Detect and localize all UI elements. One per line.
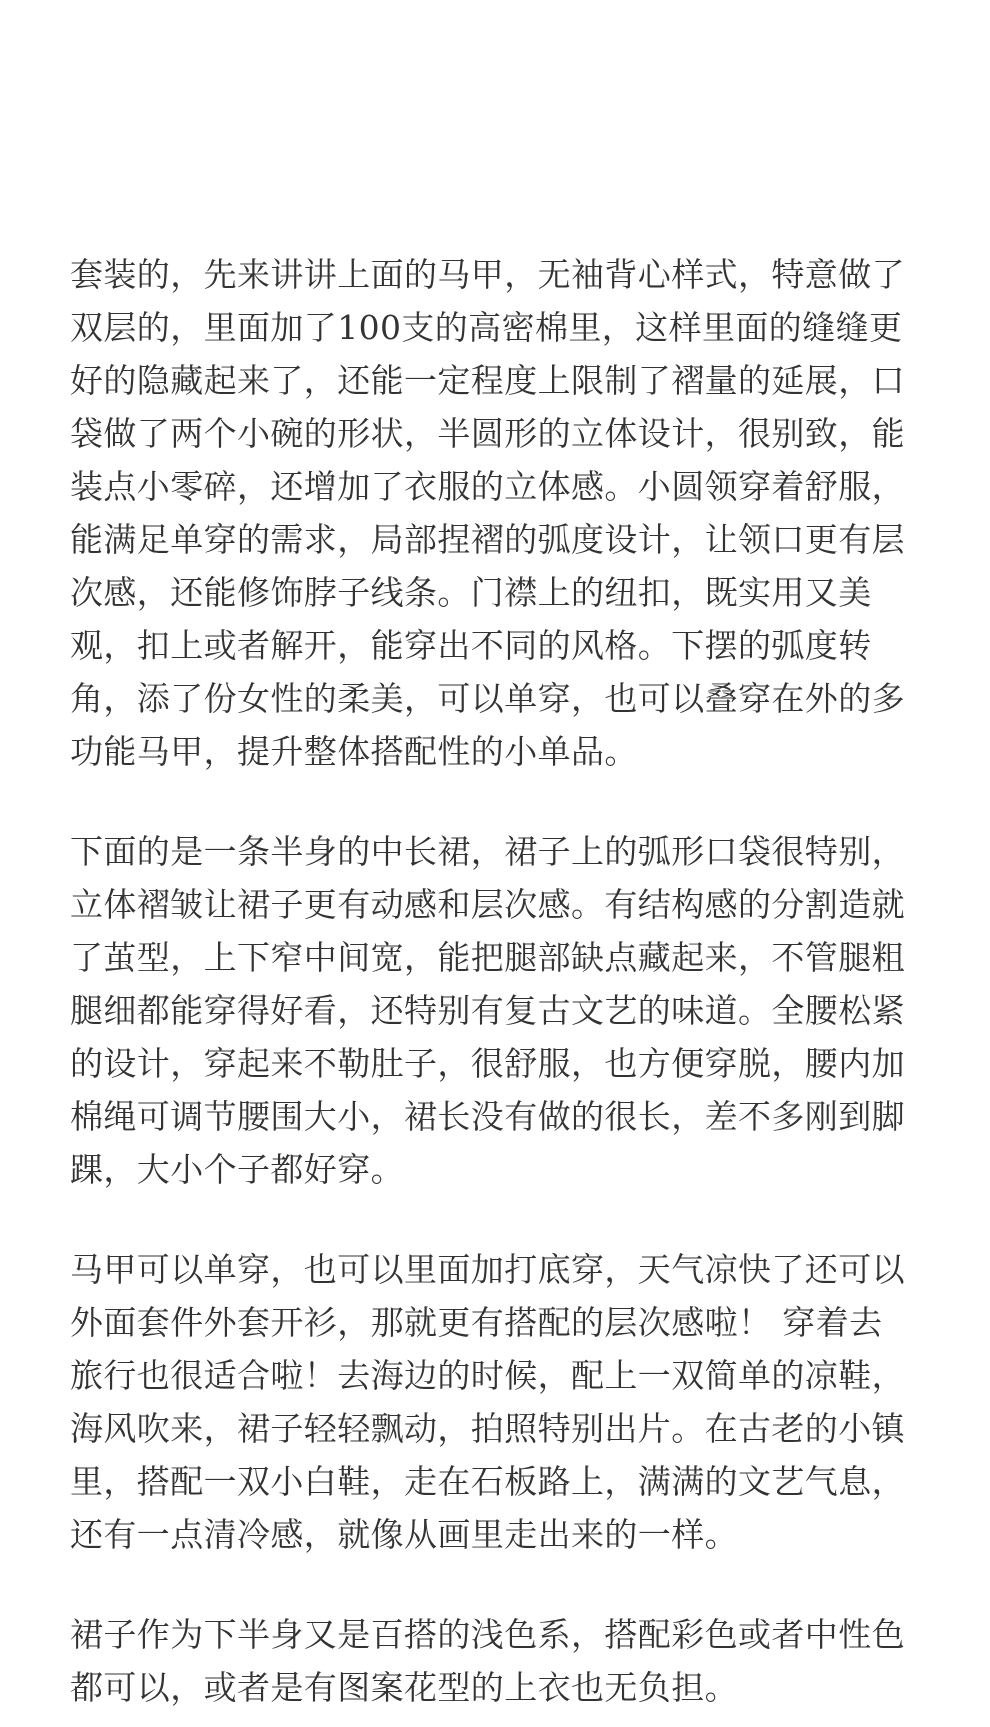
paragraph-vest-description: 套装的，先来讲讲上面的马甲，无袖背心样式，特意做了 双层的，里面加了100支的高密棉里，这样里面的缝缝更 好的隐藏起来了，还能一定程度上限制了褶量的延展，口 袋做了两个小碗的形状，半圆形的立体设计，很别致，能 装点小零碎，还增加了衣服的立体感。小圆领穿着舒服， 能满足单穿的需求，局部捏褶的弧度设计，让领口更有层 次感，还能修饰脖子线条。门襟上的纽扣，既实用又美 观，扣上或者解开，能穿出不同的风格。下摆的弧度转 角，添了份女性的柔美，可以单穿，也可以叠穿在外的多 功能马甲，提升整体搭配性的小单品。	[70, 255, 905, 771]
paragraph-skirt-description: 下面的是一条半身的中长裙，裙子上的弧形口袋很特别， 立体褶皱让裙子更有动感和层次感。有结构感的分割造就 了茧型，上下窄中间宽，能把腿部缺点藏起来，不管腿粗 腿细都能穿得好看，还特别有复古文艺的味道。全腰松紧 的设计，穿起来不勒肚子，很舒服，也方便穿脱，腰内加 棉绳可调节腰围大小，裙长没有做的很长，差不多刚到脚 踝，大小个子都好穿。	[70, 832, 905, 1189]
paragraph-color-matching: 裙子作为下半身又是百搭的浅色系，搭配彩色或者中性色 都可以，或者是有图案花型的上衣也无负担。	[70, 1615, 905, 1707]
article-body	[70, 248, 926, 1714]
paragraph-styling-tips: 马甲可以单穿，也可以里面加打底穿，天气凉快了还可以 外面套件外套开衫，那就更有搭配的层次感啦！ 穿着去 旅行也很适合啦！去海边的时候，配上一双简单的凉鞋， 海风吹来，裙子轻轻飘动，拍照特别出片。在古老的小镇 里，搭配一双小白鞋，走在石板路上，满满的文艺气息， 还有一点清冷感，就像从画里走出来的一样。	[70, 1250, 905, 1554]
